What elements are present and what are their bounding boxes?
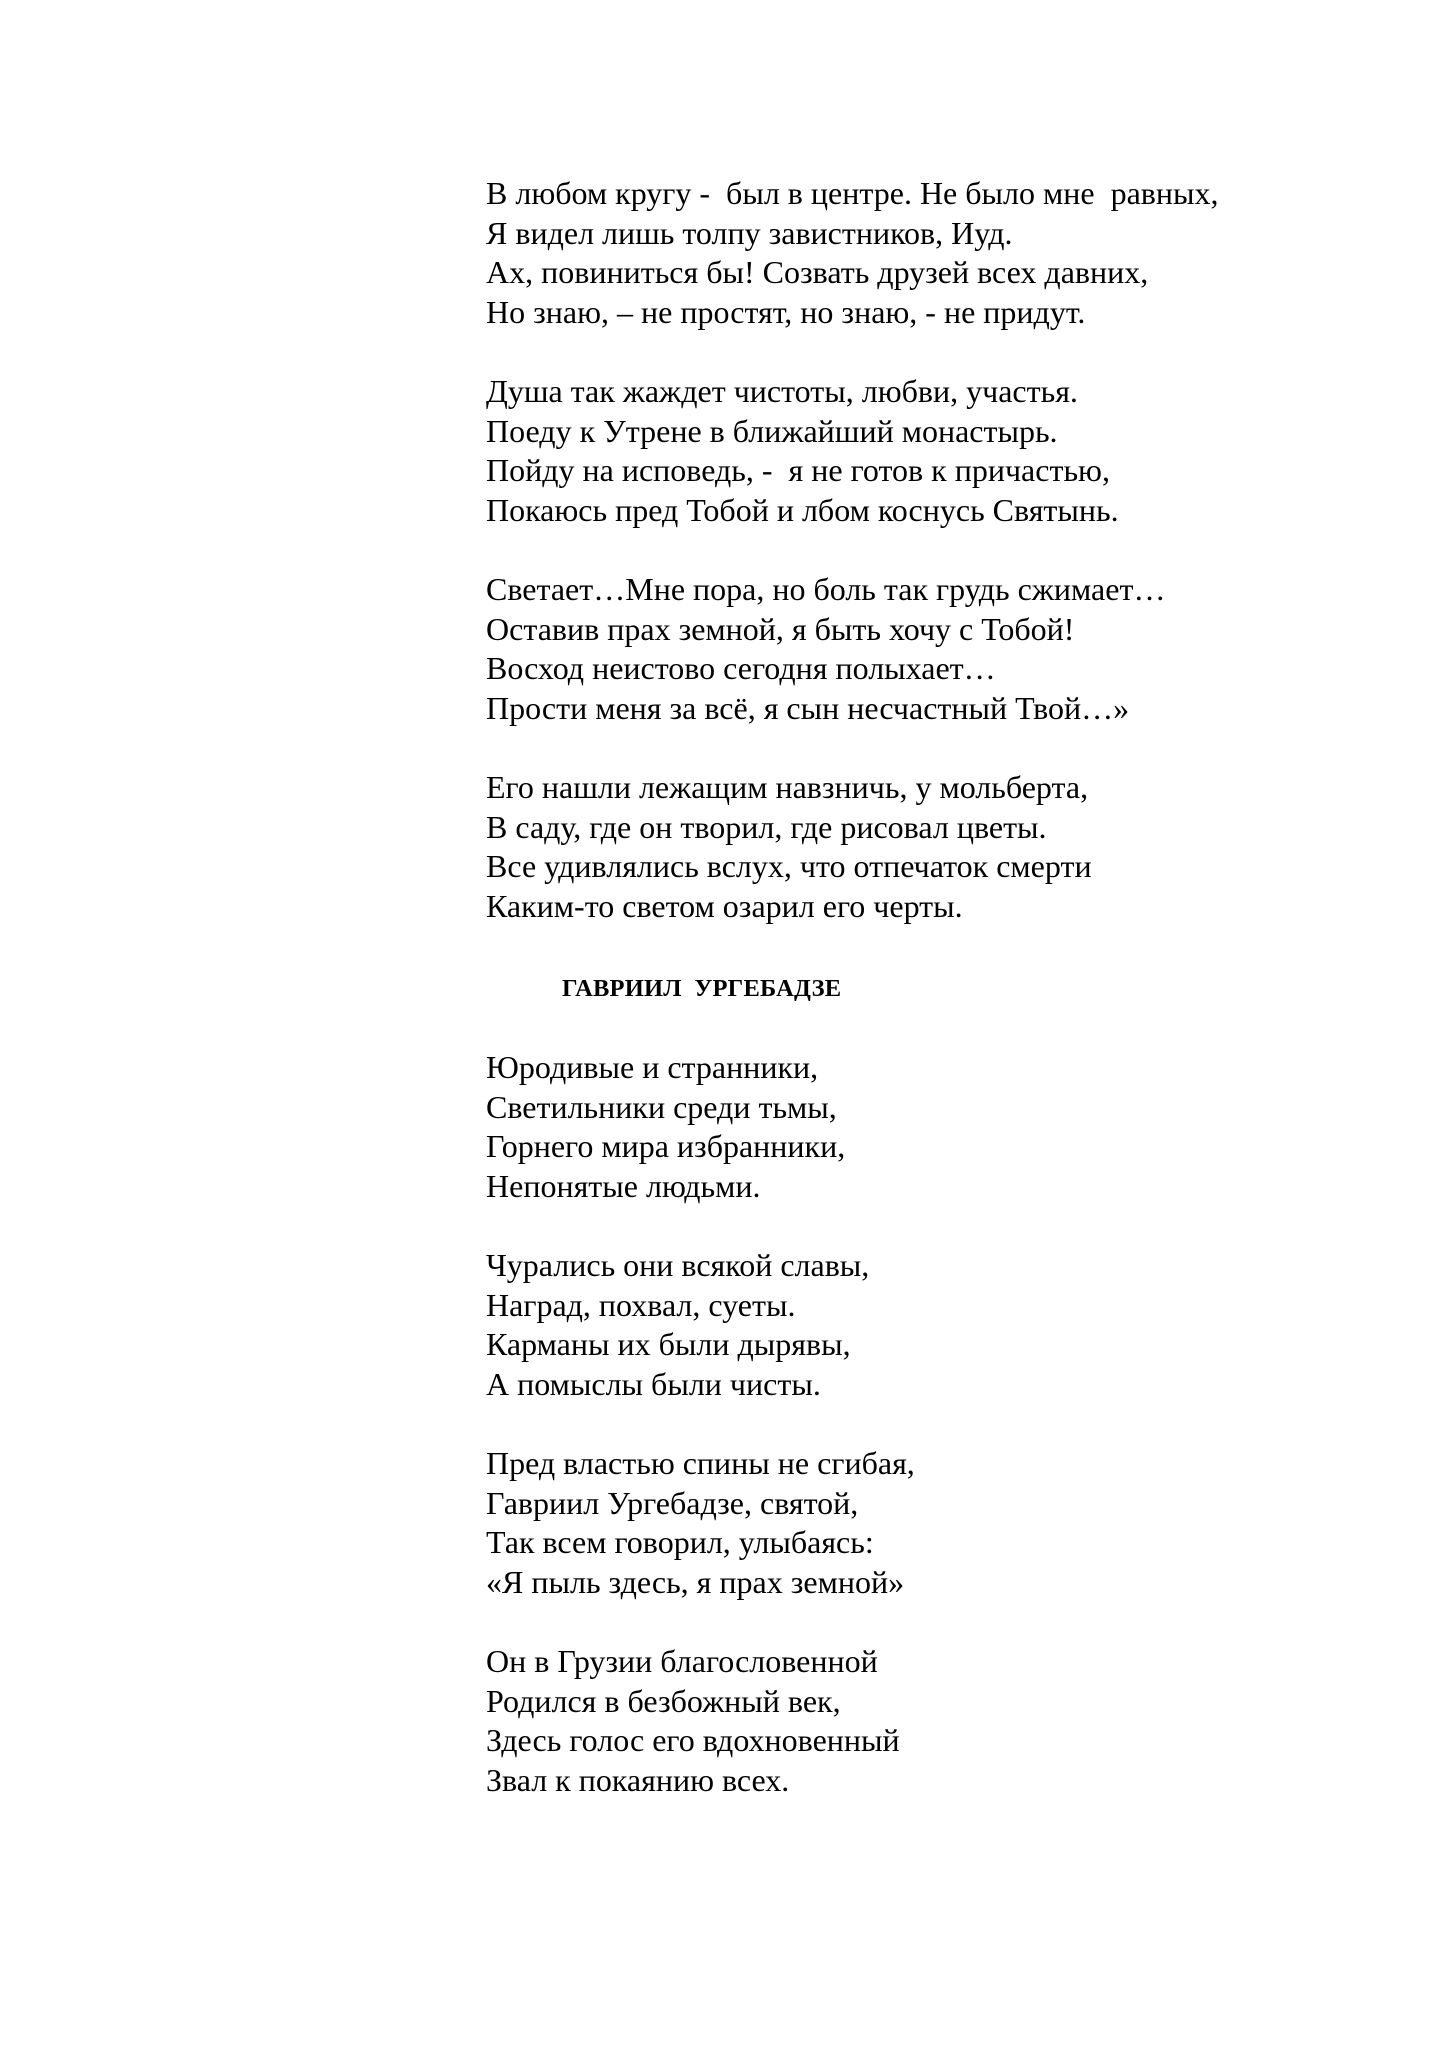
poem-line: Наград, похвал, суеты.	[486, 1286, 796, 1323]
poem-line: Светает…Мне пора, но боль так грудь сжимает…	[486, 570, 1166, 607]
poem-line: Непонятые людьми.	[486, 1168, 761, 1205]
poem-line: Его нашли лежащим навзничь, у мольберта,	[486, 768, 1089, 805]
poem-line: Звал к покаянию всех.	[486, 1761, 790, 1798]
poem-line: Все удивлялись вслух, что отпечаток смерти	[486, 848, 1092, 885]
poem-line: А помыслы были чисты.	[486, 1366, 821, 1403]
poem-line: Горнего мира избранники,	[486, 1128, 846, 1165]
poem-line: Светильники среди тьмы,	[486, 1088, 837, 1125]
poem-line: Чурались они всякой славы,	[486, 1247, 870, 1284]
poem-text-block	[486, 174, 1386, 1840]
poem-title: ГАВРИИЛ УРГЕБАДЗЕ	[562, 975, 842, 1003]
poem-line: Душа так жаждет чистоты, любви, участья.	[486, 372, 1078, 409]
poem-line: Здесь голос его вдохновенный	[486, 1722, 900, 1759]
poem-line: Но знаю, – не простят, но знаю, - не придут.	[486, 293, 1086, 330]
stanza-1	[486, 174, 1386, 332]
poem-line: В любом кругу - был в центре. Не было мне равных,	[486, 175, 1219, 211]
poem-line: В саду, где он творил, где рисовал цветы.	[486, 808, 1047, 845]
poem-line: Я видел лишь толпу завистников, Иуд.	[486, 214, 1013, 251]
poem-line: Покаюсь пред Тобой и лбом коснусь Святынь.	[486, 491, 1119, 528]
poem-line: Так всем говорил, улыбаясь:	[486, 1524, 874, 1561]
poem2-stanza-4	[486, 1642, 1386, 1800]
poem-line: Карманы их были дырявы,	[486, 1326, 851, 1363]
poem2-stanza-3	[486, 1444, 1386, 1602]
poem-line: Родился в безбожный век,	[486, 1682, 841, 1719]
poem-line: Пойду на исповедь, - я не готов к причастью,	[486, 452, 1110, 489]
poem-line: Пред властью спины не сгибая,	[486, 1445, 915, 1482]
poem-line: Юродивые и странники,	[486, 1049, 819, 1086]
poem-line: Поеду к Утрене в ближайший монастырь.	[486, 412, 1058, 449]
poem-line: «Я пыль здесь, я прах земной»	[486, 1564, 905, 1600]
stanza-4	[486, 768, 1386, 926]
stanza-2	[486, 372, 1386, 530]
poem-line: Гавриил Ургебадзе, святой,	[486, 1484, 859, 1521]
stanza-3	[486, 570, 1386, 728]
poem-line: Оставив прах земной, я быть хочу с Тобой!	[486, 610, 1075, 647]
poem-line: Он в Грузии благословенной	[486, 1643, 878, 1680]
poem2-stanza-1	[486, 1048, 1386, 1206]
poem2-stanza-2	[486, 1246, 1386, 1404]
poem-line: Прости меня за всё, я сын несчастный Твой…»	[486, 689, 1130, 726]
poem-line: Восход неистово сегодня полыхает…	[486, 650, 996, 687]
poem-line: Каким-то светом озарил его черты.	[486, 887, 963, 924]
poem-line: Ах, повиниться бы! Созвать друзей всех давних,	[486, 254, 1149, 291]
